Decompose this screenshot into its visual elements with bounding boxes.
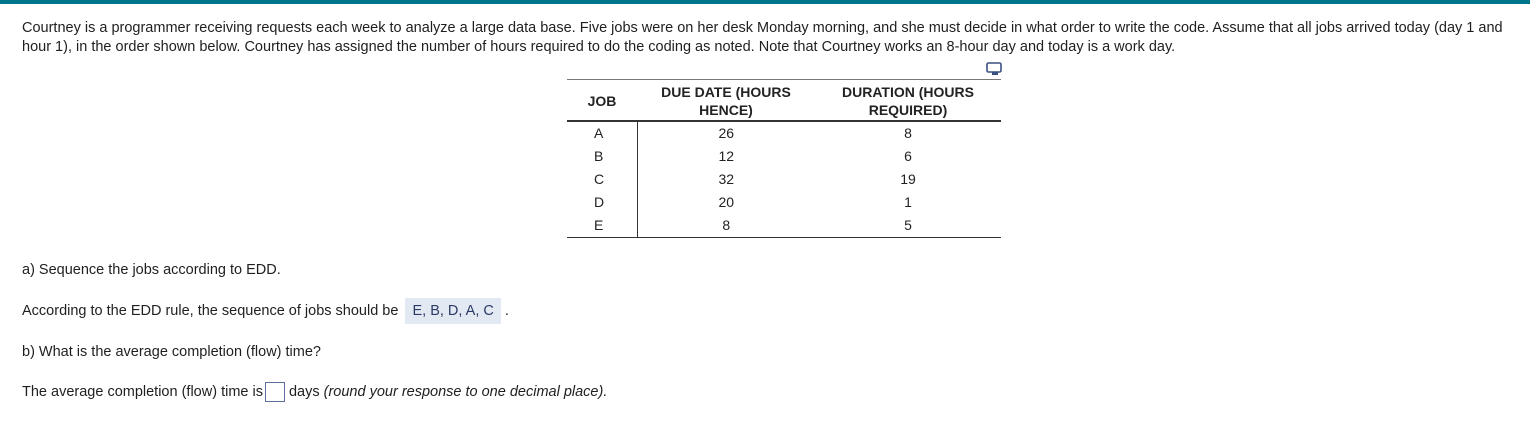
header-duration: DURATION (HOURS REQUIRED) <box>815 80 1001 122</box>
part-a-answer-line <box>22 298 509 324</box>
job-cell: E <box>567 214 637 238</box>
problem-statement: Courtney is a programmer receiving requests each week to analyze a large data base. Five jobs were on her desk Monday morning, and she must decide in what order to write the code. Assume that all jobs arrived today (day 1 and hour 1), in the order shown below. Courtney has assigned the number of hours required to do the coding as noted. Note that Courtney works an 8-hour day and today is a work day. <box>22 20 1503 55</box>
rounding-hint: (round your response to one decimal place). <box>323 383 608 400</box>
table-row <box>567 214 1001 238</box>
duration-cell: 19 <box>900 171 916 187</box>
part-a-suffix: . <box>504 303 509 319</box>
duration-cell: 1 <box>904 194 912 210</box>
table-header-row <box>567 80 1001 122</box>
due-cell: 20 <box>718 194 735 210</box>
header-due-date: DUE DATE (HOURS HENCE) <box>637 80 815 122</box>
duration-cell: 5 <box>815 214 1001 238</box>
job-cell: D <box>567 191 637 214</box>
average-flow-time-input[interactable] <box>265 382 285 402</box>
table-row <box>567 121 1001 145</box>
unit-label: days <box>288 383 320 400</box>
due-cell: 32 <box>718 171 735 187</box>
table-row <box>567 168 1001 191</box>
top-accent-bar <box>0 0 1530 4</box>
duration-cell: 8 <box>904 125 912 141</box>
edd-sequence-answer[interactable]: E, B, D, A, C <box>405 298 500 324</box>
part-b-question: b) What is the average completion (flow) time? <box>22 344 321 360</box>
part-b-prefix: The average completion (flow) time is <box>22 383 263 400</box>
job-cell: C <box>567 168 637 191</box>
part-b-answer-line <box>22 382 607 402</box>
job-cell: A <box>567 121 637 145</box>
due-cell: 8 <box>637 214 815 238</box>
table-row <box>567 145 1001 168</box>
copy-table-icon[interactable] <box>986 62 1004 76</box>
part-a-prefix: According to the EDD rule, the sequence of jobs should be <box>22 303 399 319</box>
table-row <box>567 191 1001 214</box>
header-job: JOB <box>567 80 637 122</box>
duration-cell: 6 <box>904 148 912 164</box>
due-cell: 12 <box>718 148 735 164</box>
due-cell: 26 <box>718 125 735 141</box>
jobs-table <box>567 79 1001 238</box>
job-cell: B <box>567 145 637 168</box>
part-a-question: a) Sequence the jobs according to EDD. <box>22 262 281 278</box>
